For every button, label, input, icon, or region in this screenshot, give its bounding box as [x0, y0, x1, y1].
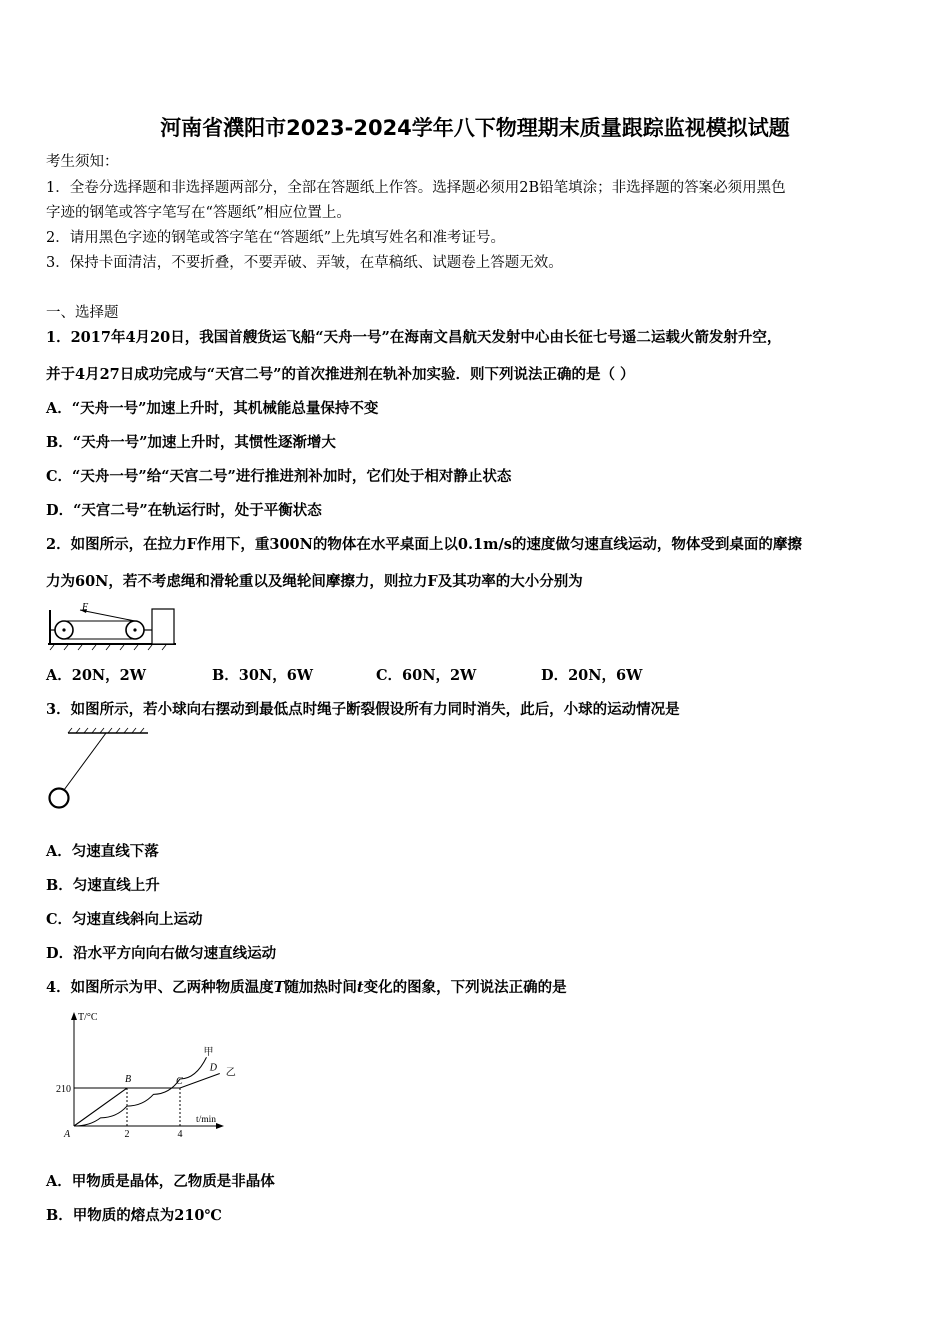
- rope: [64, 610, 135, 639]
- question-4-stem: [46, 978, 916, 998]
- notice-item: 2．请用黑色字迹的钢笔或答字笔在“答题纸”上先填写姓名和准考证号。: [46, 230, 506, 246]
- question-3-option: B．匀速直线上升: [46, 877, 160, 894]
- notice-item: 1．全卷分选择题和非选择题两部分，全部在答题纸上作答。选择题必须用2B铅笔填涂；非选择题的答案必须用黑色: [46, 180, 786, 196]
- x-axis-arrow: [216, 1123, 224, 1129]
- question-3-option: D．沿水平方向向右做匀速直线运动: [46, 945, 277, 962]
- question-2-stem: 力为60N，若不考虑绳和滑轮重以及绳轮间摩擦力，则拉力F及其功率的大小分别为: [46, 573, 583, 590]
- question-2-option: C．60N，2W: [376, 667, 477, 684]
- page-title: 河南省濮阳市2023-2024学年八下物理期末质量跟踪监视模拟试题: [160, 116, 790, 140]
- force-label: F: [82, 602, 89, 613]
- question-3-option: A．匀速直线下落: [46, 843, 159, 860]
- question-1-option: C．“天舟一号”给“天宫二号”进行推进剂补加时，它们处于相对静止状态: [46, 468, 512, 485]
- question-1-option: A．“天舟一号”加速上升时，其机械能总量保持不变: [46, 400, 379, 417]
- ground-hatch: [50, 645, 166, 650]
- pulley-figure: [44, 604, 180, 650]
- question-2-option: D．20N，6W: [541, 667, 643, 684]
- notice-item: 3．保持卡面清洁，不要折叠，不要弄破、弄皱，在草稿纸、试题卷上答题无效。: [46, 255, 563, 271]
- question-3-stem: 3．如图所示，若小球向右摆动到最低点时绳子断裂假设所有力同时消失，此后，小球的运动情况是: [46, 701, 680, 718]
- x-axis-label: t/min: [196, 1115, 217, 1125]
- question-4-option: B．甲物质的熔点为210℃: [46, 1207, 222, 1224]
- section-heading: 一、选择题: [46, 305, 119, 321]
- question-1-stem: 并于4月27日成功完成与“天宫二号”的首次推进剂在轨补加实验．则下列说法正确的是（ ）: [46, 366, 635, 383]
- question-4-option: A．甲物质是晶体，乙物质是非晶体: [46, 1173, 275, 1190]
- question-2-option: B．30N，6W: [212, 667, 314, 684]
- question-3-option: C．匀速直线斜向上运动: [46, 911, 203, 928]
- notice-heading: 考生须知：: [46, 154, 119, 170]
- point-label-D: D: [209, 1062, 217, 1074]
- point-label-A: A: [64, 1129, 71, 1140]
- y-tick-label: 210: [56, 1084, 71, 1095]
- question-4-stem-part: 4．如图所示为甲、乙两种物质温度: [46, 979, 274, 996]
- string: [64, 733, 106, 790]
- question-2-option: A．20N，2W: [46, 667, 147, 684]
- question-2-stem: 2．如图所示，在拉力F作用下，重300N的物体在水平桌面上以0.1m/s的速度做匀速直线运动，物体受到桌面的摩擦: [46, 536, 802, 553]
- series-jia-line: [74, 1057, 207, 1126]
- notice-item: 字迹的钢笔或答字笔写在“答题纸”相应位置上。: [46, 205, 351, 221]
- variable-t: t: [356, 979, 364, 996]
- y-axis-label: T/°C: [78, 1012, 98, 1023]
- ball: [50, 789, 69, 808]
- variable-T: T: [273, 979, 285, 996]
- question-1-stem: 1．2017年4月20日，我国首艘货运飞船“天舟一号”在海南文昌航天发射中心由长征七号遥二运载火箭发射升空，: [46, 329, 782, 346]
- pendulum-figure: [44, 728, 154, 814]
- x-tick-label: 2: [124, 1129, 130, 1140]
- temperature-time-chart: [44, 1006, 234, 1138]
- series-jia-label: 甲: [203, 1047, 214, 1059]
- y-axis-arrow: [71, 1012, 77, 1020]
- question-1-option: D．“天宫二号”在轨运行时，处于平衡状态: [46, 502, 322, 519]
- point-label-C: C: [176, 1076, 183, 1087]
- question-4-stem-part: 随加热时间: [284, 979, 357, 996]
- block: [152, 609, 174, 644]
- question-1-option: B．“天舟一号”加速上升时，其惯性逐渐增大: [46, 434, 336, 451]
- series-yi-label: 乙: [225, 1067, 236, 1079]
- question-4-stem-part: 变化的图象，下列说法正确的是: [363, 979, 567, 996]
- x-tick-label: 4: [177, 1129, 183, 1140]
- point-label-B: B: [125, 1074, 132, 1085]
